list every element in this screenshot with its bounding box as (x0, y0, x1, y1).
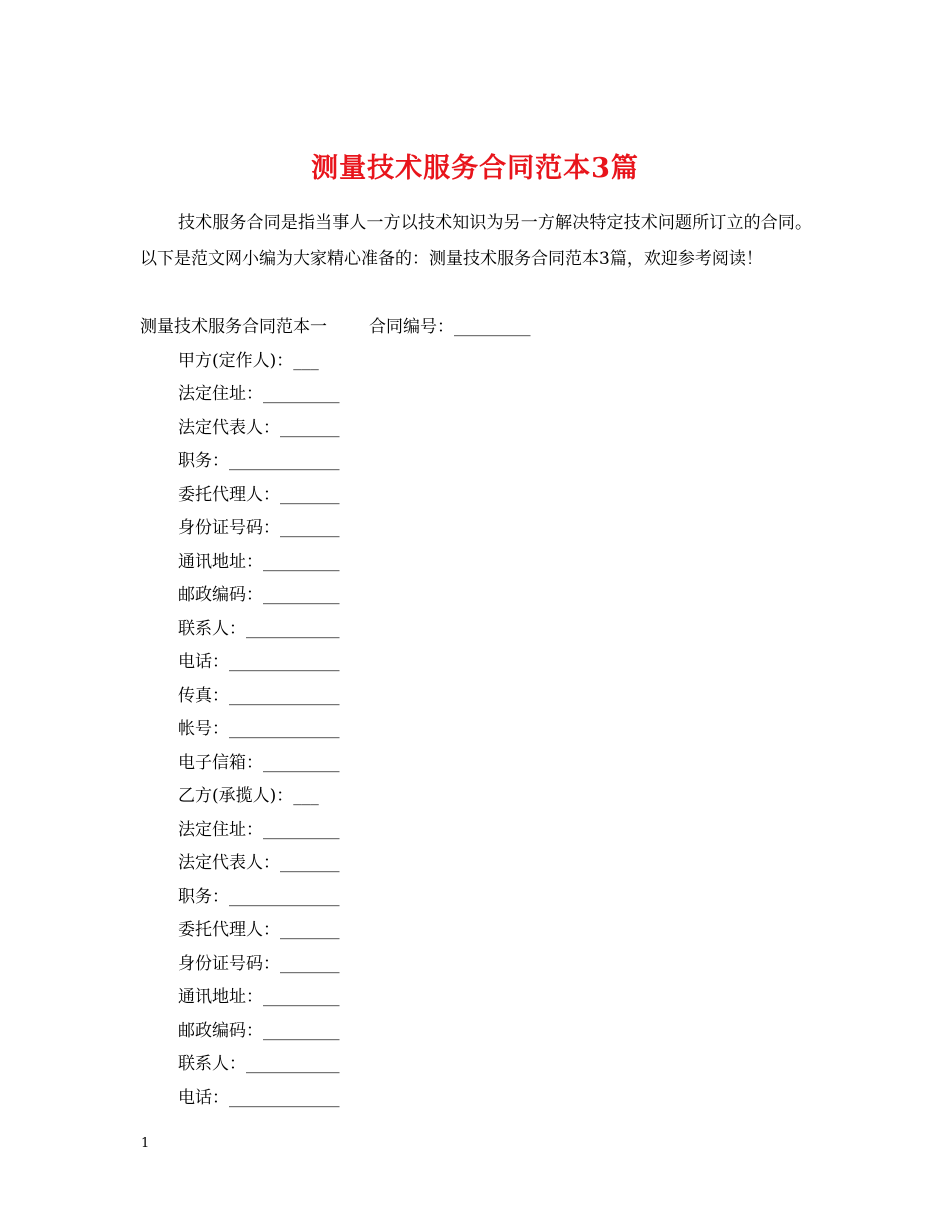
party-b-field: 邮政编码：_________ (178, 1020, 340, 1041)
party-b-field: 联系人：___________ (178, 1054, 340, 1074)
intro-paragraph: 技术服务合同是指当事人一方以技术知识为另一方解决特定技术问题所订立的合同。以下是范文网小编为大家精心准备的：测量技术服务合同范本3篇，欢迎参考阅读！ (140, 213, 812, 269)
party-a-field: 邮政编码：_________ (178, 585, 340, 605)
contract-field-list (140, 311, 820, 1115)
contract-number-field: 合同编号：_________ (369, 317, 531, 337)
party-a-field: 委托代理人：_______ (178, 484, 340, 505)
party-a-field: 电子信箱：_________ (178, 752, 340, 773)
section-heading-row (140, 311, 820, 345)
party-a-field: 通讯地址：_________ (178, 551, 340, 572)
party-a-field: 职务：_____________ (178, 451, 340, 471)
party-a-field: 联系人：___________ (178, 618, 340, 639)
party-a-field: 法定代表人：_______ (178, 417, 340, 438)
party-a-field: 电话：_____________ (178, 652, 340, 672)
party-b-field: 委托代理人：_______ (178, 920, 340, 940)
party-a-field: 传真：_____________ (178, 685, 340, 706)
party-a-field: 法定住址：_________ (178, 384, 340, 404)
page-number: 1 (141, 1136, 150, 1151)
party-a-field: 身份证号码：_______ (178, 518, 340, 538)
party-b-field: 乙方(承揽人)：___ (178, 786, 319, 806)
party-a-field: 甲方(定作人)：___ (178, 350, 319, 371)
party-b-field: 通讯地址：_________ (178, 987, 340, 1007)
party-a-field: 帐号：_____________ (178, 719, 340, 739)
document-title: 测量技术服务合同范本3篇 (311, 153, 639, 185)
party-b-field: 电话：_____________ (178, 1087, 340, 1108)
party-b-field: 职务：_____________ (178, 886, 340, 907)
party-b-field: 法定代表人：_______ (178, 853, 340, 873)
party-b-field: 身份证号码：_______ (178, 953, 340, 974)
party-b-field: 法定住址：_________ (178, 819, 340, 840)
section-heading: 测量技术服务合同范本一 (140, 317, 327, 337)
